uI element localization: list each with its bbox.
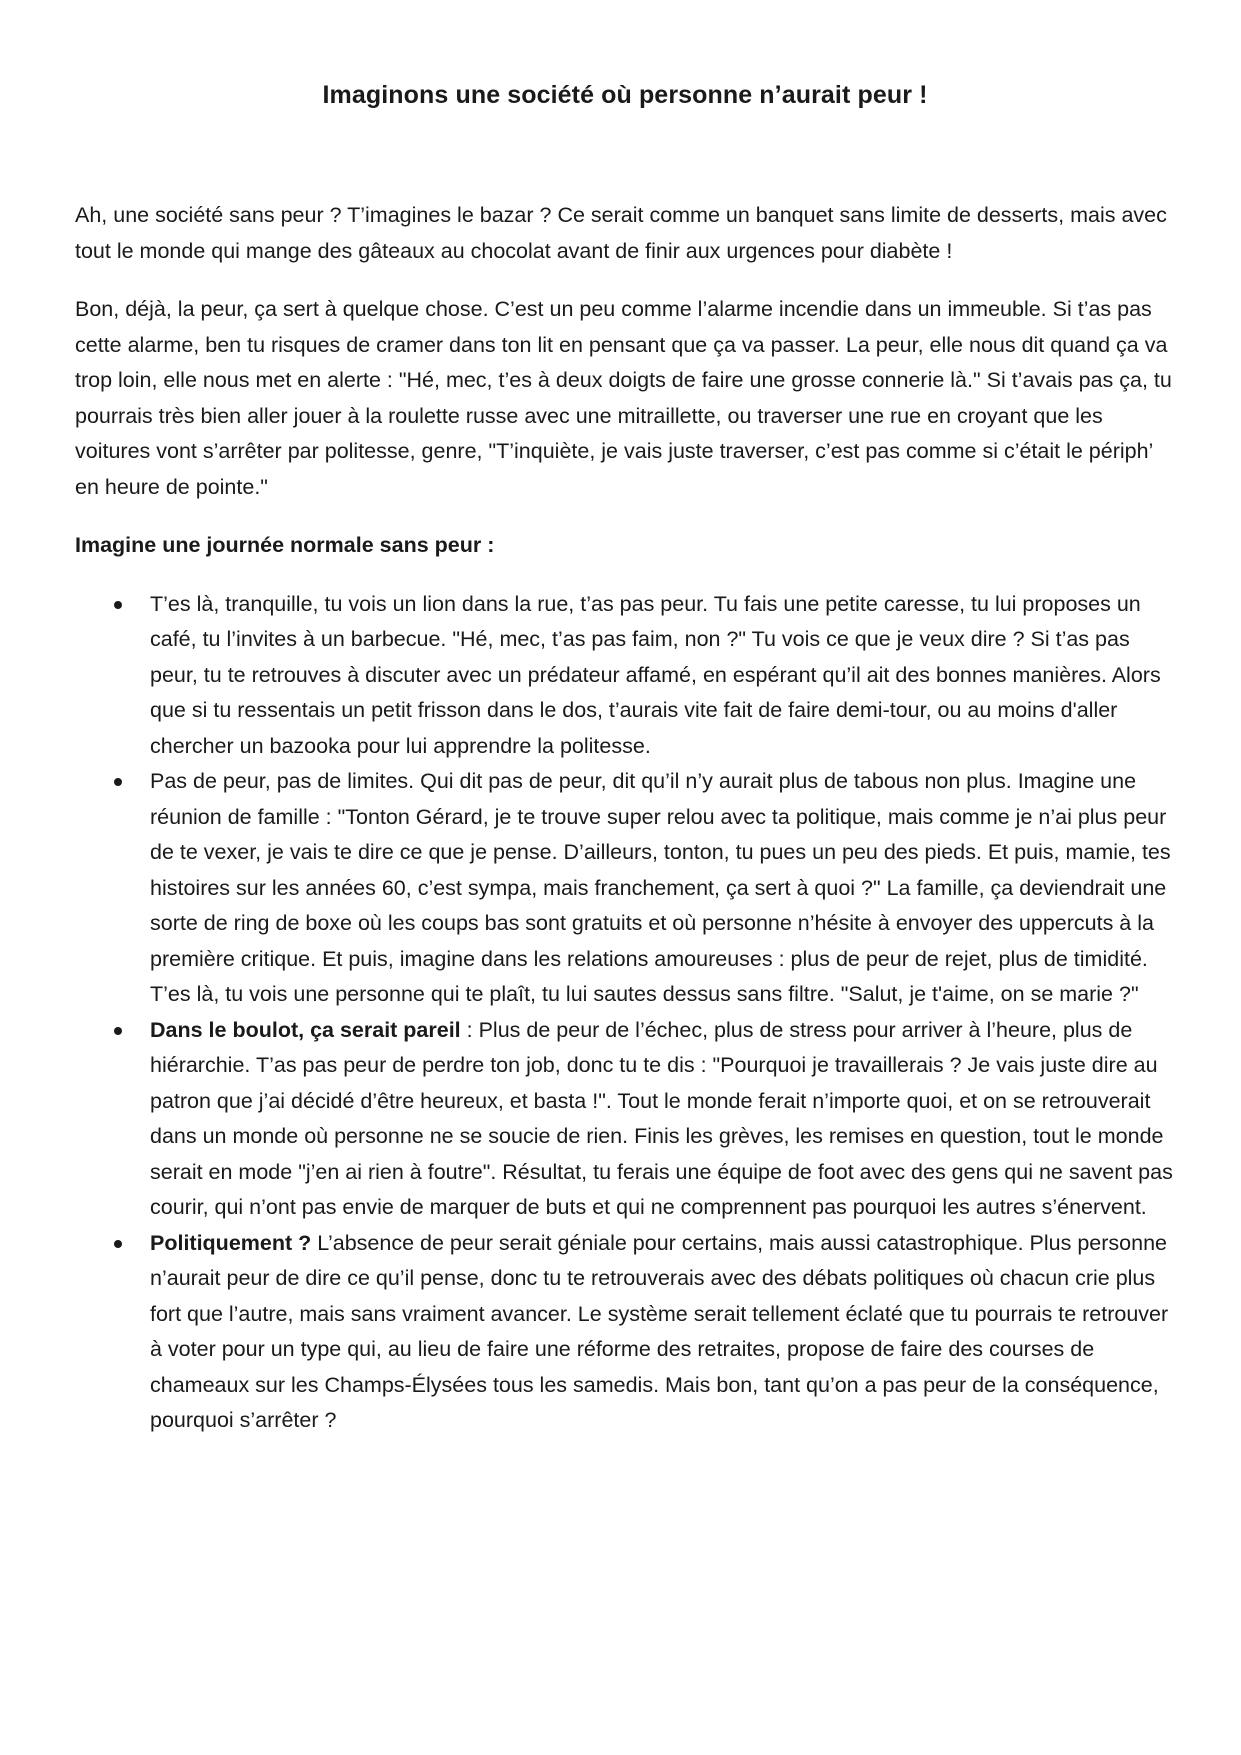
bullet-text: : Plus de peur de l’échec, plus de stress pour arriver à l’heure, plus de hiérarchie. T’as pas peur de perdre ton job, donc tu te dis : "Pourquoi je travaillerais ? Je vais juste dire au patron que j’ai décidé d’être heureux, et basta !". Tout le monde ferait n’importe quoi, et on se retrouverait dans un monde où personne ne se soucie de rien. Finis les grèves, les remises en question, tout le monde serait en mode "j’en ai rien à foutre". Résultat, tu ferais une équipe de foot avec des gens qui ne savent pas courir, qui n’ont pas envie de marquer de buts et qui ne comprennent pas pourquoi les autres s’énervent. [150, 1017, 1173, 1219]
bullet-text: L’absence de peur serait géniale pour certains, mais aussi catastrophique. Plus personne n’aurait peur de dire ce qu’il pense, donc tu te retrouverais avec des débats politiques où chacun crie plus fort que l’autre, mais sans vraiment avancer. Le système serait tellement éclaté que tu pourrais te retrouver à voter pour un type qui, au lieu de faire une réforme des retraites, propose de faire des courses de chameaux sur les Champs-Élysées tous les samedis. Mais bon, tant qu’on a pas peur de la conséquence, pourquoi s’arrêter ? [150, 1230, 1169, 1432]
bullet-lead: Dans le boulot, ça serait pareil [150, 1017, 461, 1042]
bullet-icon [114, 778, 122, 786]
intro-paragraph: Ah, une société sans peur ? T’imagines le bazar ? Ce serait comme un banquet sans limite de desserts, mais avec tout le monde qui mange des gâteaux au chocolat avant de finir aux urgences pour diabète ! [75, 203, 1167, 263]
section-subheading: Imagine une journée normale sans peur : [75, 533, 495, 557]
list-item [75, 764, 1175, 1013]
bullet-list [75, 587, 1175, 1439]
bullet-icon [114, 1240, 122, 1248]
bullet-text: Pas de peur, pas de limites. Qui dit pas de peur, dit qu’il n’y aurait plus de tabous non plus. Imagine une réunion de famille : "Tonton Gérard, je te trouve super relou avec ta politique, mais comme je n’ai plus peur de te vexer, je vais te dire ce que je pense. D’ailleurs, tonton, tu pues un peu des pieds. Et puis, mamie, tes histoires sur les années 60, c’est sympa, mais franchement, ça sert à quoi ?" La famille, ça deviendrait une sorte de ring de boxe où les coups bas sont gratuits et où personne n’hésite à envoyer des uppercuts à la première critique. Et puis, imagine dans les relations amoureuses : plus de peur de rejet, plus de timidité. T’es là, tu vois une personne qui te plaît, tu lui sautes dessus sans filtre. "Salut, je t'aime, on se marie ?" [150, 769, 1171, 1006]
bullet-text: T’es là, tranquille, tu vois un lion dans la rue, t’as pas peur. Tu fais une petite caresse, tu lui proposes un café, tu l’invites à un barbecue. "Hé, mec, t’as pas faim, non ?" Tu vois ce que je veux dire ? Si t’as pas peur, tu te retrouves à discuter avec un prédateur affamé, en espérant qu’il ait des bonnes manières. Alors que si tu ressentais un petit frisson dans le dos, t’aurais vite fait de faire demi-tour, ou au moins d'aller chercher un bazooka pour lui apprendre la politesse. [150, 591, 1161, 758]
bullet-icon [114, 1027, 122, 1035]
bullet-lead: Politiquement ? [150, 1230, 312, 1255]
list-item [75, 587, 1175, 765]
fear-purpose-paragraph: Bon, déjà, la peur, ça sert à quelque chose. C’est un peu comme l’alarme incendie dans un immeuble. Si t’as pas cette alarme, ben tu risques de cramer dans ton lit en pensant que ça va passer. La peur, elle nous dit quand ça va trop loin, elle nous met en alerte : "Hé, mec, t’es à deux doigts de faire une grosse connerie là." Si t’avais pas ça, tu pourrais très bien aller jouer à la roulette russe avec une mitraillette, ou traverser une rue en croyant que les voitures vont s’arrêter par politesse, genre, "T’inquiète, je vais juste traverser, c’est pas comme si c’était le périph’ en heure de pointe." [75, 297, 1172, 499]
bullet-icon [114, 601, 122, 609]
document-page [75, 0, 1175, 1439]
document-title: Imaginons une société où personne n’aurait peur ! [322, 81, 928, 109]
list-item [75, 1013, 1175, 1226]
list-item [75, 1226, 1175, 1439]
